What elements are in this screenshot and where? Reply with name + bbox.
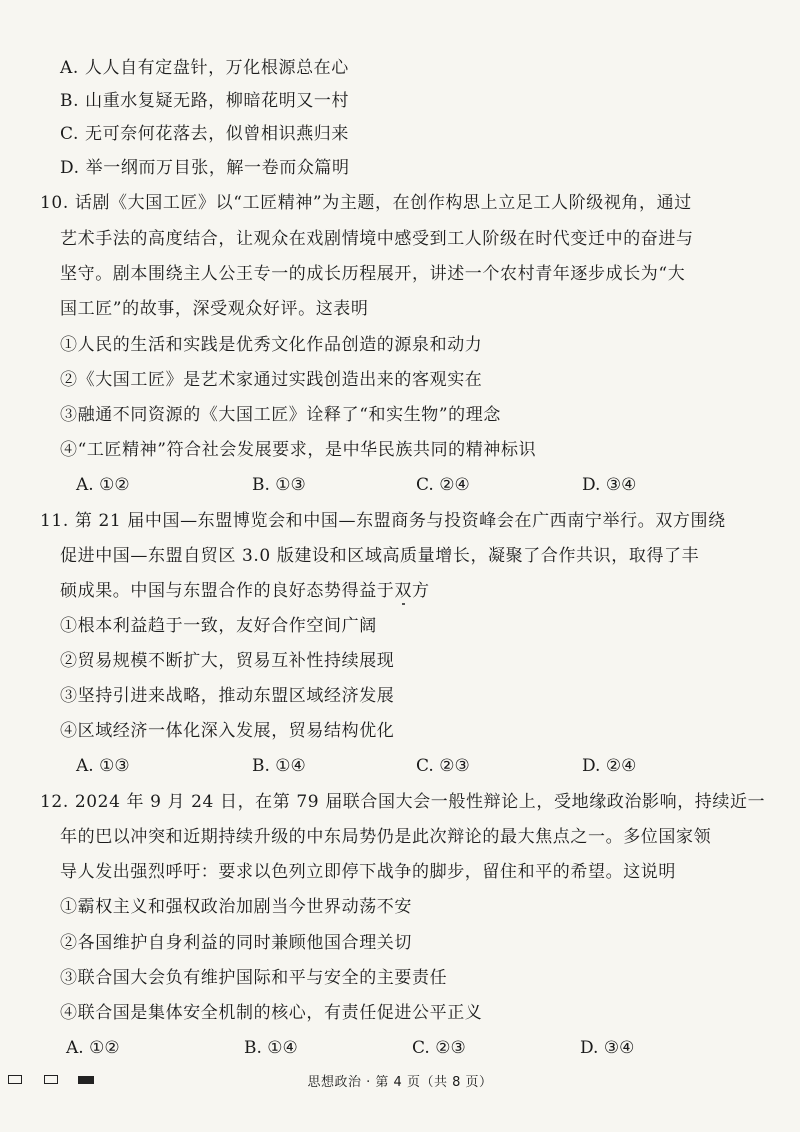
- q11-choice-b: B. ①④: [252, 756, 306, 776]
- q12-choice-b: B. ①④: [244, 1038, 298, 1058]
- q10-statement-1: ①人民的生活和实践是优秀文化作品创造的源泉和动力: [60, 335, 483, 355]
- q12-stem-line-1: 12. 2024 年 9 月 24 日，在第 79 届联合国大会一般性辩论上，受地缘政治影响，持续近一: [40, 792, 766, 812]
- q12-statement-4: ④联合国是集体安全机制的核心，有责任促进公平正义: [60, 1003, 483, 1023]
- q11-statement-4: ④区域经济一体化深入发展，贸易结构优化: [60, 721, 395, 741]
- q10-choice-d: D. ③④: [582, 475, 637, 495]
- q9-option-b: B. 山重水复疑无路，柳暗花明又一村: [60, 91, 350, 111]
- q11-statement-2: ②贸易规模不断扩大，贸易互补性持续展现: [60, 651, 395, 671]
- scan-speck: [402, 603, 405, 605]
- q9-option-a: A. 人人自有定盘针，万化根源总在心: [60, 58, 349, 78]
- q10-choice-b: B. ①③: [252, 475, 306, 495]
- q12-statement-3: ③联合国大会负有维护国际和平与安全的主要责任: [60, 968, 448, 988]
- q10-statement-2: ②《大国工匠》是艺术家通过实践创造出来的客观实在: [60, 370, 483, 390]
- q10-choice-a: A. ①②: [76, 475, 130, 495]
- q10-stem-line-2: 艺术手法的高度结合，让观众在戏剧情境中感受到工人阶级在时代变迁中的奋进与: [60, 229, 694, 249]
- q11-choice-c: C. ②③: [416, 756, 470, 776]
- q12-statement-2: ②各国维护自身利益的同时兼顾他国合理关切: [60, 933, 412, 953]
- q11-stem-line-3: 硕成果。中国与东盟合作的良好态势得益于双方: [60, 581, 430, 601]
- q9-option-d: D. 举一纲而万目张，解一卷而众篇明: [60, 158, 350, 178]
- page-number-label: 思想政治 · 第 4 页（共 8 页）: [307, 1075, 493, 1090]
- q12-statement-1: ①霸权主义和强权政治加剧当今世界动荡不安: [60, 897, 412, 917]
- q9-option-c: C. 无可奈何花落去，似曾相识燕归来: [60, 124, 350, 144]
- q10-choice-c: C. ②④: [416, 475, 470, 495]
- q12-choice-d: D. ③④: [580, 1038, 635, 1058]
- q10-stem-line-4: 国工匠”的故事，深受观众好评。这表明: [60, 299, 369, 319]
- q11-statement-3: ③坚持引进来战略，推动东盟区域经济发展: [60, 686, 395, 706]
- q11-choice-a: A. ①③: [76, 756, 130, 776]
- q10-stem-line-3: 坚守。剧本围绕主人公王专一的成长历程展开，讲述一个农村青年逐步成长为“大: [60, 264, 686, 284]
- q10-statement-3: ③融通不同资源的《大国工匠》诠释了“和实生物”的理念: [60, 405, 501, 425]
- q12-stem-line-2: 年的巴以冲突和近期持续升级的中东局势仍是此次辩论的最大焦点之一。多位国家领: [60, 827, 712, 847]
- q10-statement-4: ④“工匠精神”符合社会发展要求，是中华民族共同的精神标识: [60, 440, 537, 460]
- q10-stem-line-1: 10. 话剧《大国工匠》以“工匠精神”为主题，在创作构思上立足工人阶级视角，通过: [40, 193, 692, 213]
- q12-choice-a: A. ①②: [66, 1038, 120, 1058]
- q11-stem-line-2: 促进中国—东盟自贸区 3.0 版建设和区域高质量增长，凝聚了合作共识，取得了丰: [60, 546, 700, 566]
- q11-statement-1: ①根本利益趋于一致，友好合作空间广阔: [60, 616, 377, 636]
- q11-stem-line-1: 11. 第 21 届中国—东盟博览会和中国—东盟商务与投资峰会在广西南宁举行。双方围绕: [40, 511, 726, 531]
- q12-stem-line-3: 导人发出强烈呼吁：要求以色列立即停下战争的脚步，留住和平的希望。这说明: [60, 862, 676, 882]
- q12-choice-c: C. ②③: [412, 1038, 466, 1058]
- q11-choice-d: D. ②④: [582, 756, 637, 776]
